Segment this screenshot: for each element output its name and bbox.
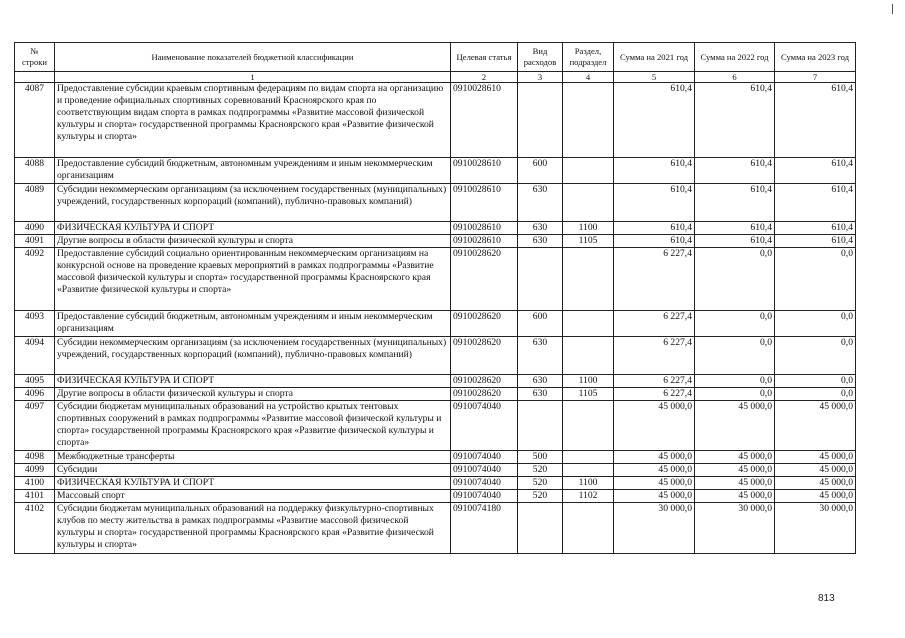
row-sum-2021: 6 227,4 <box>614 248 695 311</box>
row-section <box>563 311 614 337</box>
row-name: Массовый спорт <box>55 490 451 503</box>
row-number: 4092 <box>15 248 55 311</box>
table-row <box>15 158 856 184</box>
table-row <box>15 477 856 490</box>
row-sum-2023: 0,0 <box>775 311 856 337</box>
row-target-code: 0910028620 <box>451 311 518 337</box>
row-sum-2023: 610,4 <box>775 235 856 248</box>
row-expense-type <box>518 83 563 158</box>
page-number: 813 <box>818 593 835 604</box>
row-expense-type: 630 <box>518 388 563 401</box>
row-section <box>563 248 614 311</box>
row-sum-2021: 6 227,4 <box>614 388 695 401</box>
row-section <box>563 401 614 451</box>
row-sum-2022: 0,0 <box>695 337 775 375</box>
column-number-row <box>15 72 856 83</box>
row-sum-2022: 610,4 <box>695 235 775 248</box>
row-sum-2021: 610,4 <box>614 158 695 184</box>
row-name: Другие вопросы в области физической культуры и спорта <box>55 235 451 248</box>
row-name: Субсидии некоммерческим организациям (за исключением государственных (муниципальных) учреждений, государственных корпораций (компаний), публично-правовых компаний) <box>55 337 451 375</box>
row-expense-type: 630 <box>518 337 563 375</box>
row-expense-type <box>518 248 563 311</box>
row-expense-type: 600 <box>518 158 563 184</box>
row-sum-2021: 6 227,4 <box>614 375 695 388</box>
table-row <box>15 451 856 464</box>
row-sum-2021: 6 227,4 <box>614 337 695 375</box>
row-number: 4091 <box>15 235 55 248</box>
row-expense-type: 630 <box>518 222 563 235</box>
row-sum-2023: 0,0 <box>775 375 856 388</box>
row-target-code: 0910074040 <box>451 490 518 503</box>
row-section: 1100 <box>563 375 614 388</box>
row-name: Предоставление субсидии краевым спортивным федерациям по видам спорта на организацию и проведение официальных спортивных соревнований Красноярского края по соответствующим видам спорта в рамках подпрограммы «Развитие массовой физической культуры и спорта» государственной программы Красноярского края «Развитие физической культуры и спорта» <box>55 83 451 158</box>
col-number: 6 <box>695 72 775 83</box>
table-row <box>15 184 856 222</box>
row-sum-2021: 45 000,0 <box>614 451 695 464</box>
row-number: 4100 <box>15 477 55 490</box>
row-sum-2023: 45 000,0 <box>775 477 856 490</box>
row-target-code: 0910028610 <box>451 222 518 235</box>
row-target-code: 0910074040 <box>451 451 518 464</box>
row-name: Межбюджетные трансферты <box>55 451 451 464</box>
row-sum-2022: 0,0 <box>695 248 775 311</box>
row-expense-type: 500 <box>518 451 563 464</box>
row-target-code: 0910028620 <box>451 248 518 311</box>
col-number-blank <box>15 72 55 83</box>
row-name: Субсидии бюджетам муниципальных образований на устройство крытых тентовых спортивных сооружений в рамках подпрограммы «Развитие массовой физической культуры и спорта» государственной программы Красноярского края «Развитие физической культуры и спорта» <box>55 401 451 451</box>
row-sum-2021: 6 227,4 <box>614 311 695 337</box>
row-expense-type: 630 <box>518 235 563 248</box>
row-sum-2021: 45 000,0 <box>614 490 695 503</box>
row-section: 1100 <box>563 222 614 235</box>
row-expense-type: 600 <box>518 311 563 337</box>
row-sum-2021: 30 000,0 <box>614 503 695 554</box>
row-sum-2021: 610,4 <box>614 235 695 248</box>
row-section <box>563 503 614 554</box>
row-sum-2021: 610,4 <box>614 222 695 235</box>
row-sum-2022: 45 000,0 <box>695 464 775 477</box>
row-number: 4087 <box>15 83 55 158</box>
scan-edge-mark <box>892 4 893 14</box>
row-sum-2023: 610,4 <box>775 184 856 222</box>
table-row <box>15 248 856 311</box>
col-number: 5 <box>614 72 695 83</box>
row-expense-type <box>518 503 563 554</box>
table-header <box>15 43 856 72</box>
row-sum-2023: 45 000,0 <box>775 464 856 477</box>
header-2021: Сумма на 2021 год <box>614 43 695 72</box>
row-section: 1105 <box>563 235 614 248</box>
row-sum-2023: 0,0 <box>775 388 856 401</box>
row-section <box>563 451 614 464</box>
row-target-code: 0910028620 <box>451 337 518 375</box>
row-name: Субсидии <box>55 464 451 477</box>
table-row <box>15 464 856 477</box>
row-sum-2021: 45 000,0 <box>614 477 695 490</box>
table-row <box>15 490 856 503</box>
row-sum-2022: 0,0 <box>695 311 775 337</box>
row-target-code: 0910074040 <box>451 477 518 490</box>
row-expense-type: 520 <box>518 464 563 477</box>
header-row-no: № строки <box>15 43 55 72</box>
row-target-code: 0910074040 <box>451 464 518 477</box>
table-row <box>15 83 856 158</box>
row-name: Субсидии бюджетам муниципальных образований на поддержку физкультурно-спортивных клубов по месту жительства в рамках подпрограммы «Развитие массовой физической культуры и спорта» государственной программы Красноярского края «Развитие физической культуры и спорта» <box>55 503 451 554</box>
row-sum-2022: 610,4 <box>695 83 775 158</box>
table-row <box>15 235 856 248</box>
row-sum-2021: 45 000,0 <box>614 464 695 477</box>
header-2022: Сумма на 2022 год <box>695 43 775 72</box>
row-sum-2023: 30 000,0 <box>775 503 856 554</box>
row-name: ФИЗИЧЕСКАЯ КУЛЬТУРА И СПОРТ <box>55 477 451 490</box>
row-sum-2021: 610,4 <box>614 184 695 222</box>
row-sum-2022: 30 000,0 <box>695 503 775 554</box>
row-sum-2023: 610,4 <box>775 222 856 235</box>
row-name: Субсидии некоммерческим организациям (за исключением государственных (муниципальных) учреждений, государственных корпораций (компаний), публично-правовых компаний) <box>55 184 451 222</box>
row-target-code: 0910028610 <box>451 184 518 222</box>
row-number: 4093 <box>15 311 55 337</box>
row-section <box>563 337 614 375</box>
header-target: Целевая статья <box>451 43 518 72</box>
row-sum-2022: 610,4 <box>695 158 775 184</box>
row-sum-2022: 45 000,0 <box>695 451 775 464</box>
row-sum-2023: 45 000,0 <box>775 451 856 464</box>
header-section: Раздел, подраздел <box>563 43 614 72</box>
row-target-code: 0910028620 <box>451 375 518 388</box>
row-number: 4089 <box>15 184 55 222</box>
row-number: 4088 <box>15 158 55 184</box>
header-name: Наименование показателей бюджетной классификации <box>55 43 451 72</box>
row-expense-type: 630 <box>518 184 563 222</box>
row-section <box>563 158 614 184</box>
row-sum-2021: 45 000,0 <box>614 401 695 451</box>
row-section: 1105 <box>563 388 614 401</box>
row-name: ФИЗИЧЕСКАЯ КУЛЬТУРА И СПОРТ <box>55 222 451 235</box>
row-sum-2022: 45 000,0 <box>695 401 775 451</box>
table-row <box>15 337 856 375</box>
row-target-code: 0910028610 <box>451 83 518 158</box>
row-section <box>563 184 614 222</box>
row-sum-2023: 0,0 <box>775 248 856 311</box>
row-number: 4102 <box>15 503 55 554</box>
row-sum-2023: 610,4 <box>775 158 856 184</box>
row-section: 1102 <box>563 490 614 503</box>
row-number: 4096 <box>15 388 55 401</box>
row-sum-2022: 0,0 <box>695 388 775 401</box>
col-number: 3 <box>518 72 563 83</box>
row-expense-type: 630 <box>518 375 563 388</box>
row-sum-2022: 45 000,0 <box>695 477 775 490</box>
row-expense-type: 520 <box>518 490 563 503</box>
row-sum-2023: 610,4 <box>775 83 856 158</box>
row-sum-2023: 45 000,0 <box>775 490 856 503</box>
col-number: 1 <box>55 72 451 83</box>
budget-page <box>14 42 855 554</box>
row-name: Другие вопросы в области физической культуры и спорта <box>55 388 451 401</box>
header-2023: Сумма на 2023 год <box>775 43 856 72</box>
row-name: Предоставление субсидий бюджетным, автономным учреждениям и иным некоммерческим организациям <box>55 311 451 337</box>
row-sum-2023: 45 000,0 <box>775 401 856 451</box>
row-name: Предоставление субсидий бюджетным, автономным учреждениям и иным некоммерческим организациям <box>55 158 451 184</box>
row-number: 4098 <box>15 451 55 464</box>
col-number: 2 <box>451 72 518 83</box>
row-section <box>563 464 614 477</box>
row-sum-2022: 610,4 <box>695 184 775 222</box>
row-target-code: 0910028620 <box>451 388 518 401</box>
row-number: 4090 <box>15 222 55 235</box>
row-sum-2022: 610,4 <box>695 222 775 235</box>
col-number: 4 <box>563 72 614 83</box>
row-target-code: 0910028610 <box>451 158 518 184</box>
row-sum-2023: 0,0 <box>775 337 856 375</box>
row-number: 4099 <box>15 464 55 477</box>
row-section: 1100 <box>563 477 614 490</box>
table-row <box>15 375 856 388</box>
row-number: 4097 <box>15 401 55 451</box>
row-number: 4095 <box>15 375 55 388</box>
row-target-code: 0910074180 <box>451 503 518 554</box>
row-expense-type <box>518 401 563 451</box>
header-exp-type: Вид расходов <box>518 43 563 72</box>
col-number: 7 <box>775 72 856 83</box>
row-name: ФИЗИЧЕСКАЯ КУЛЬТУРА И СПОРТ <box>55 375 451 388</box>
table-row <box>15 311 856 337</box>
row-number: 4094 <box>15 337 55 375</box>
table-row <box>15 222 856 235</box>
row-name: Предоставление субсидий социально ориентированным некоммерческим организациям на конкурсной основе на проведение краевых мероприятий в рамках подпрограммы «Развитие массовой физической культуры и спорта» государственной программы Красноярского края «Развитие физической культуры и спорта» <box>55 248 451 311</box>
table-row <box>15 388 856 401</box>
row-target-code: 0910028610 <box>451 235 518 248</box>
row-number: 4101 <box>15 490 55 503</box>
row-expense-type: 520 <box>518 477 563 490</box>
row-target-code: 0910074040 <box>451 401 518 451</box>
budget-table <box>14 42 856 554</box>
table-row <box>15 503 856 554</box>
table-body <box>15 72 856 554</box>
row-sum-2021: 610,4 <box>614 83 695 158</box>
table-row <box>15 401 856 451</box>
row-section <box>563 83 614 158</box>
row-sum-2022: 45 000,0 <box>695 490 775 503</box>
row-sum-2022: 0,0 <box>695 375 775 388</box>
